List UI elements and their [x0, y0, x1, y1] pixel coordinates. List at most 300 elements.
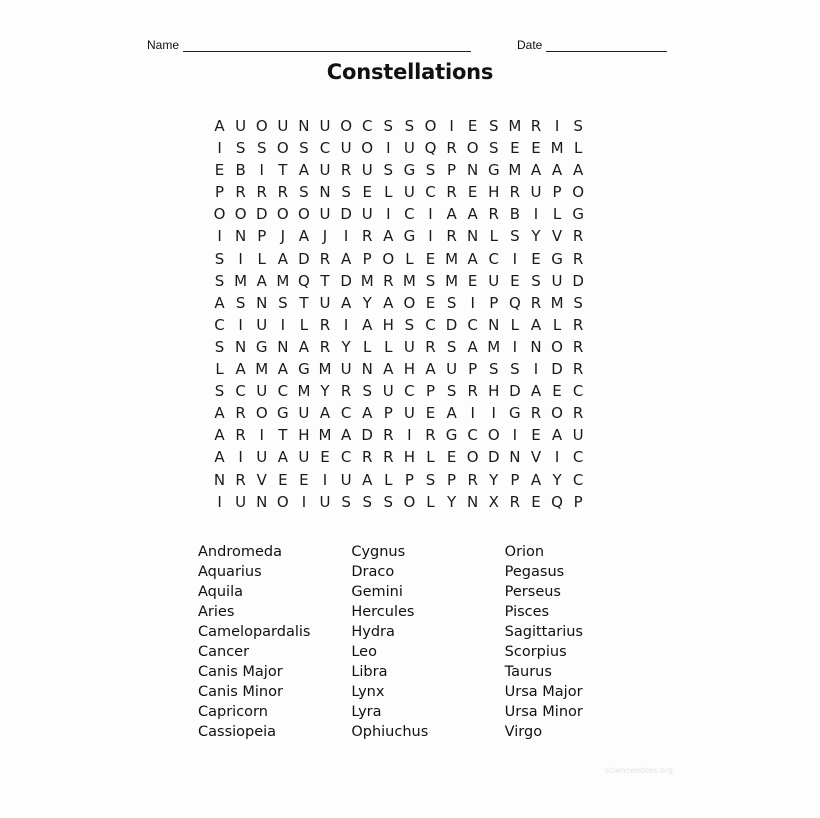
grid-letter: N	[213, 470, 226, 489]
grid-letter: E	[299, 470, 309, 489]
grid-row	[209, 402, 609, 424]
grid-row	[209, 469, 609, 491]
grid-letter: A	[298, 227, 310, 246]
grid-letter: I	[217, 227, 222, 246]
grid-letter: T	[320, 271, 330, 290]
grid-letter: I	[470, 293, 475, 312]
word-item: Lynx	[351, 684, 385, 700]
grid-letter: A	[214, 448, 225, 467]
grid-letter: I	[217, 492, 222, 511]
grid-letter: C	[361, 117, 373, 135]
grid-letter: N	[361, 360, 373, 379]
word-item: Hydra	[351, 624, 395, 640]
word-item: Andromeda	[198, 544, 282, 560]
grid-letter: P	[552, 183, 562, 202]
grid-letter: A	[340, 426, 352, 445]
grid-letter: R	[509, 183, 521, 202]
grid-letter: R	[572, 337, 584, 356]
grid-letter: J	[322, 227, 328, 246]
grid-letter: U	[256, 315, 268, 334]
grid-letter: D	[298, 249, 310, 268]
grid-letter: E	[278, 470, 288, 489]
grid-letter: U	[319, 492, 331, 511]
grid-letter: S	[425, 470, 436, 489]
grid-letter: P	[510, 470, 520, 489]
grid-letter: G	[403, 227, 416, 246]
grid-letter: C	[404, 205, 415, 224]
word-column	[351, 542, 504, 742]
grid-letter: L	[384, 183, 393, 202]
grid-letter: R	[340, 382, 352, 401]
grid-letter: U	[256, 448, 268, 467]
grid-letter: P	[573, 492, 583, 511]
grid-letter: C	[404, 382, 415, 401]
grid-letter: L	[215, 360, 224, 379]
grid-letter: A	[551, 161, 563, 180]
grid-letter: I	[512, 249, 518, 268]
grid-letter: R	[361, 448, 373, 467]
grid-letter: D	[445, 315, 458, 334]
grid-letter: S	[299, 139, 309, 158]
grid-letter: L	[426, 492, 435, 511]
grid-letter: I	[449, 117, 454, 135]
grid-letter: V	[530, 448, 542, 467]
grid-letter: X	[488, 492, 499, 511]
grid-letter: O	[255, 404, 268, 423]
grid-letter: Y	[341, 337, 351, 356]
grid-letter: U	[319, 161, 331, 180]
grid-letter: H	[403, 360, 416, 379]
grid-letter: E	[425, 404, 436, 423]
grid-row	[209, 380, 609, 402]
grid-letter: S	[362, 492, 372, 511]
grid-letter: N	[277, 337, 289, 356]
grid-letter: U	[382, 382, 394, 401]
grid-letter: D	[551, 360, 563, 379]
grid-letter: I	[407, 426, 412, 445]
grid-letter: I	[512, 426, 518, 445]
grid-letter: E	[467, 117, 478, 135]
grid-letter: A	[530, 315, 542, 334]
grid-letter: O	[403, 293, 416, 312]
grid-letter: H	[382, 315, 394, 334]
grid-letter: U	[551, 271, 563, 290]
word-item: Cancer	[198, 644, 250, 660]
grid-letter: S	[256, 139, 267, 158]
grid-row	[209, 491, 609, 513]
grid-letter: B	[235, 161, 246, 180]
grid-letter: R	[319, 337, 331, 356]
grid-letter: A	[383, 360, 394, 379]
grid-letter: I	[386, 139, 391, 158]
grid-letter: G	[487, 161, 500, 180]
grid-row	[209, 137, 609, 159]
grid-letter: C	[425, 183, 436, 202]
grid-letter: M	[318, 426, 332, 445]
grid-letter: S	[531, 271, 541, 290]
grid-letter: L	[384, 470, 393, 489]
grid-letter: E	[467, 183, 478, 202]
grid-letter: A	[235, 360, 246, 379]
grid-letter: S	[299, 183, 309, 202]
grid-letter: R	[383, 271, 394, 290]
grid-row	[209, 336, 609, 358]
grid-letter: D	[340, 271, 352, 290]
word-item: Hercules	[351, 604, 415, 620]
grid-letter: R	[235, 183, 246, 202]
grid-letter: P	[447, 161, 457, 180]
grid-letter: U	[319, 293, 331, 312]
grid-letter: Y	[489, 470, 499, 489]
grid-letter: G	[255, 337, 268, 356]
grid-letter: O	[466, 448, 479, 467]
grid-letter: U	[403, 183, 415, 202]
grid-letter: N	[530, 337, 542, 356]
grid-letter: C	[425, 315, 436, 334]
grid-letter: C	[340, 404, 352, 423]
grid-row	[209, 358, 609, 380]
grid-letter: I	[238, 448, 243, 467]
grid-letter: C	[214, 315, 225, 334]
grid-letter: L	[510, 315, 520, 334]
grid-letter: E	[320, 448, 330, 467]
grid-letter: C	[319, 139, 331, 158]
grid-letter: A	[362, 315, 373, 334]
word-column	[198, 542, 351, 742]
grid-letter: I	[491, 404, 496, 423]
grid-letter: U	[319, 205, 331, 224]
grid-letter: O	[403, 492, 416, 511]
grid-letter: S	[404, 117, 415, 135]
grid-row	[209, 181, 609, 203]
grid-letter: H	[298, 426, 310, 445]
grid-letter: P	[362, 249, 372, 268]
grid-letter: E	[214, 161, 225, 180]
grid-letter: U	[319, 117, 331, 135]
grid-letter: A	[425, 360, 436, 379]
grid-letter: A	[277, 249, 288, 268]
grid-letter: L	[573, 139, 583, 158]
grid-letter: D	[509, 382, 521, 401]
grid-letter: S	[214, 382, 225, 401]
grid-letter: S	[362, 382, 372, 401]
grid-letter: O	[234, 205, 247, 224]
word-item: Orion	[504, 544, 545, 560]
grid-letter: M	[297, 382, 311, 401]
grid-letter: I	[322, 470, 328, 489]
word-item: Ursa Minor	[504, 704, 583, 720]
grid-letter: S	[235, 139, 246, 158]
grid-letter: A	[298, 337, 310, 356]
grid-letter: D	[340, 205, 352, 224]
grid-letter: L	[426, 448, 435, 467]
grid-letter: G	[403, 161, 416, 180]
grid-letter: H	[488, 183, 500, 202]
grid-letter: O	[466, 139, 479, 158]
grid-letter: O	[551, 337, 563, 356]
grid-letter: M	[508, 117, 522, 135]
grid-letter: G	[277, 404, 289, 423]
header-fields	[147, 38, 672, 54]
grid-letter: Q	[551, 492, 563, 511]
grid-letter: E	[531, 139, 541, 158]
grid-letter: U	[235, 492, 247, 511]
word-item: Capricorn	[198, 704, 268, 720]
grid-letter: U	[340, 470, 352, 489]
grid-letter: S	[489, 117, 499, 135]
grid-letter: V	[551, 227, 563, 246]
grid-letter: O	[551, 404, 563, 423]
grid-letter: R	[319, 249, 331, 268]
grid-letter: P	[447, 470, 457, 489]
grid-letter: L	[384, 337, 393, 356]
grid-letter: H	[403, 448, 416, 467]
grid-letter: M	[445, 271, 459, 290]
grid-letter: G	[572, 205, 584, 224]
word-item: Scorpius	[504, 644, 567, 660]
grid-letter: R	[319, 315, 331, 334]
grid-letter: G	[509, 404, 521, 423]
grid-letter: C	[467, 426, 478, 445]
grid-letter: B	[509, 205, 520, 224]
grid-letter: R	[256, 183, 267, 202]
grid-letter: R	[425, 426, 436, 445]
grid-letter: M	[550, 139, 564, 158]
grid-letter: E	[510, 139, 520, 158]
grid-letter: P	[425, 382, 435, 401]
grid-letter: Y	[531, 227, 541, 246]
grid-letter: I	[238, 315, 243, 334]
grid-letter: A	[446, 404, 457, 423]
grid-letter: Y	[446, 492, 457, 511]
grid-letter: M	[402, 271, 416, 290]
grid-letter: U	[277, 117, 289, 135]
grid-letter: I	[343, 315, 349, 334]
grid-letter: S	[446, 337, 457, 356]
grid-letter: A	[530, 382, 542, 401]
grid-letter: I	[470, 404, 475, 423]
grid-letter: S	[383, 161, 394, 180]
grid-letter: C	[340, 448, 352, 467]
grid-row	[209, 446, 609, 468]
grid-letter: S	[510, 360, 520, 379]
grid-letter: U	[403, 337, 415, 356]
grid-letter: H	[488, 382, 500, 401]
word-item: Ursa Major	[504, 684, 583, 700]
grid-letter: D	[361, 426, 373, 445]
grid-letter: R	[446, 139, 457, 158]
grid-letter: M	[445, 249, 459, 268]
grid-letter: E	[362, 183, 372, 202]
grid-letter: A	[573, 161, 584, 180]
grid-letter: E	[552, 382, 562, 401]
grid-letter: R	[572, 404, 584, 423]
grid-letter: U	[530, 183, 542, 202]
grid-letter: C	[488, 249, 499, 268]
grid-letter: S	[489, 360, 499, 379]
grid-letter: R	[446, 183, 457, 202]
grid-letter: S	[489, 139, 499, 158]
grid-letter: I	[301, 492, 307, 511]
grid-letter: T	[278, 426, 288, 445]
grid-letter: U	[235, 117, 247, 135]
grid-letter: S	[235, 293, 246, 312]
grid-letter: S	[510, 227, 520, 246]
grid-letter: O	[298, 205, 310, 224]
grid-letter: A	[383, 293, 394, 312]
grid-letter: R	[530, 117, 542, 135]
grid-letter: R	[572, 315, 584, 334]
grid-letter: I	[533, 360, 539, 379]
grid-letter: E	[446, 448, 457, 467]
grid-letter: L	[363, 337, 372, 356]
word-item: Aquila	[198, 584, 244, 600]
grid-letter: R	[340, 161, 352, 180]
grid-letter: M	[508, 161, 522, 180]
grid-letter: A	[277, 448, 288, 467]
word-item: Leo	[351, 644, 377, 660]
name-label: Name	[147, 38, 180, 52]
grid-letter: O	[361, 139, 374, 158]
grid-letter: R	[235, 426, 246, 445]
grid-letter: R	[446, 227, 457, 246]
grid-letter: L	[552, 315, 562, 334]
grid-letter: R	[530, 404, 542, 423]
grid-letter: R	[488, 205, 499, 224]
grid-letter: D	[487, 448, 500, 467]
grid-letter: S	[214, 249, 225, 268]
grid-letter: M	[255, 360, 269, 379]
grid-letter: U	[361, 205, 373, 224]
word-item: Lyra	[351, 704, 382, 720]
grid-letter: U	[361, 161, 373, 180]
grid-letter: S	[341, 492, 351, 511]
grid-letter: S	[446, 293, 457, 312]
grid-letter: Y	[320, 382, 330, 401]
grid-letter: N	[488, 315, 500, 334]
date-line	[546, 40, 667, 52]
grid-letter: A	[214, 117, 225, 135]
grid-letter: A	[214, 293, 225, 312]
grid-letter: E	[510, 271, 520, 290]
grid-letter: Y	[362, 293, 372, 312]
grid-letter: E	[425, 293, 436, 312]
grid-letter: M	[487, 337, 501, 356]
grid-row	[209, 314, 609, 336]
grid-letter: N	[298, 117, 310, 135]
grid-letter: D	[572, 271, 584, 290]
grid-letter: O	[572, 183, 585, 202]
grid-letter: A	[446, 205, 457, 224]
grid-letter: I	[238, 249, 243, 268]
grid-letter: A	[551, 426, 563, 445]
grid-letter: Y	[552, 470, 562, 489]
grid-letter: I	[343, 227, 349, 246]
grid-letter: Q	[298, 271, 310, 290]
grid-letter: O	[276, 205, 289, 224]
grid-letter: A	[383, 227, 394, 246]
grid-letter: S	[446, 382, 457, 401]
grid-letter: P	[383, 404, 393, 423]
grid-letter: P	[468, 360, 478, 379]
grid-letter: P	[257, 227, 267, 246]
grid-letter: R	[572, 360, 584, 379]
grid-letter: R	[572, 249, 584, 268]
grid-letter: C	[572, 382, 584, 401]
grid-letter: P	[489, 293, 499, 312]
grid-letter: G	[445, 426, 458, 445]
grid-letter: S	[214, 337, 225, 356]
grid-letter: M	[234, 271, 248, 290]
grid-row	[209, 159, 609, 181]
grid-letter: S	[425, 161, 436, 180]
grid-letter: S	[404, 315, 415, 334]
grid-letter: U	[298, 448, 310, 467]
page-title: Constellations	[326, 60, 494, 84]
grid-row	[209, 292, 609, 314]
grid-letter: A	[530, 161, 542, 180]
grid-letter: U	[340, 139, 352, 158]
letter-grid	[209, 115, 609, 513]
grid-letter: O	[276, 492, 289, 511]
grid-letter: I	[259, 161, 264, 180]
grid-letter: S	[573, 293, 583, 312]
grid-letter: O	[340, 117, 353, 135]
grid-letter: U	[340, 360, 352, 379]
grid-letter: R	[467, 470, 478, 489]
grid-letter: R	[425, 337, 436, 356]
grid-letter: I	[280, 315, 286, 334]
grid-letter: A	[277, 360, 288, 379]
word-item: Pisces	[504, 604, 550, 620]
grid-letter: L	[552, 205, 562, 224]
grid-letter: A	[362, 470, 373, 489]
grid-letter: U	[572, 426, 584, 445]
grid-letter: Q	[424, 139, 437, 158]
name-field	[147, 38, 471, 52]
grid-letter: D	[255, 205, 268, 224]
grid-letter: A	[319, 404, 331, 423]
grid-letter: U	[403, 404, 415, 423]
grid-letter: T	[278, 161, 288, 180]
grid-letter: M	[318, 360, 332, 379]
word-item: Draco	[351, 564, 395, 580]
grid-letter: O	[382, 249, 395, 268]
grid-letter: O	[255, 117, 268, 135]
grid-letter: N	[467, 492, 479, 511]
date-field	[517, 38, 667, 52]
grid-letter: N	[467, 227, 479, 246]
grid-letter: U	[488, 271, 500, 290]
grid-letter: E	[425, 249, 436, 268]
grid-letter: M	[360, 271, 374, 290]
grid-letter: M	[276, 271, 290, 290]
word-item: Virgo	[504, 724, 543, 740]
grid-letter: T	[299, 293, 309, 312]
grid-letter: S	[383, 117, 394, 135]
grid-letter: L	[489, 227, 498, 246]
grid-letter: A	[467, 249, 478, 268]
word-item: Cassiopeia	[198, 724, 277, 740]
grid-letter: I	[217, 139, 222, 158]
grid-letter: A	[298, 161, 310, 180]
grid-letter: A	[214, 404, 225, 423]
grid-letter: L	[299, 315, 309, 334]
grid-row	[209, 115, 609, 137]
grid-letter: I	[512, 337, 518, 356]
word-item: Aquarius	[198, 564, 262, 580]
grid-row	[209, 248, 609, 270]
